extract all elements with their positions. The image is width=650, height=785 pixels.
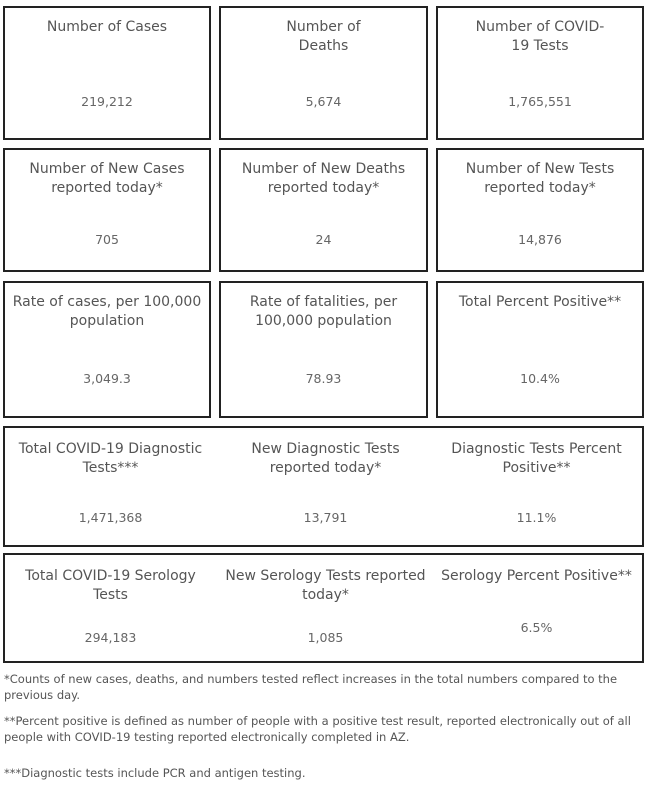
fatality-rate-value: 78.93 [305,371,342,386]
case-rate-label: Rate of cases, per 100,000 population [12,294,202,329]
footnote-diagnostic-tests: ***Diagnostic tests include PCR and antigen testing. [4,766,306,780]
diagnostic-total-value: 1,471,368 [78,510,143,525]
footnote-percent-positive: **Percent positive is defined as number of people with a positive test result, reported electronically out of all people with COVID-19 testing reported electronically completed in AZ. [4,714,631,744]
cases-label: Number of Cases [46,19,168,35]
deaths-label: Number of Deaths [286,19,361,54]
case-rate-value: 3,049.3 [83,371,131,386]
serology-positive-value: 6.5% [520,620,553,635]
percent-positive-card [436,281,644,418]
diagnostic-tests-panel [3,426,644,547]
diagnostic-positive-label: Diagnostic Tests Percent Positive** [451,441,622,476]
fatality-rate-card [219,281,428,418]
serology-total-value: 294,183 [84,630,137,645]
new-tests-value: 14,876 [518,232,562,247]
cases-card [3,6,211,140]
new-deaths-value: 24 [315,232,332,247]
tests-value: 1,765,551 [508,94,572,109]
new-deaths-label: Number of New Deaths reported today* [241,161,406,196]
tests-card [436,6,644,140]
cases-value: 219,212 [81,94,133,109]
serology-total-label: Total COVID-19 Serology Tests [25,568,196,603]
new-deaths-card [219,148,428,272]
serology-positive-label: Serology Percent Positive** [441,568,632,584]
diagnostic-new-label: New Diagnostic Tests reported today* [251,441,400,476]
footnote-new-counts: *Counts of new cases, deaths, and numbers tested reflect increases in the total numbers compared to the previous day. [4,672,618,702]
percent-positive-label: Total Percent Positive** [458,294,622,310]
diagnostic-total-label: Total COVID-19 Diagnostic Tests*** [18,441,203,476]
new-tests-label: Number of New Tests reported today* [465,161,615,196]
serology-tests-panel [3,553,644,663]
deaths-value: 5,674 [305,94,342,109]
new-cases-label: Number of New Cases reported today* [29,161,185,196]
tests-label: Number of COVID-19 Tests [475,19,605,54]
serology-new-label: New Serology Tests reported today* [225,568,426,603]
new-tests-card [436,148,644,272]
case-rate-card [3,281,211,418]
diagnostic-new-value: 13,791 [303,510,348,525]
percent-positive-value: 10.4% [520,371,560,386]
serology-new-value: 1,085 [307,630,344,645]
new-cases-card [3,148,211,272]
new-cases-value: 705 [95,232,119,247]
deaths-card [219,6,428,140]
diagnostic-positive-value: 11.1% [516,510,557,525]
fatality-rate-label: Rate of fatalities, per 100,000 population [249,294,398,329]
